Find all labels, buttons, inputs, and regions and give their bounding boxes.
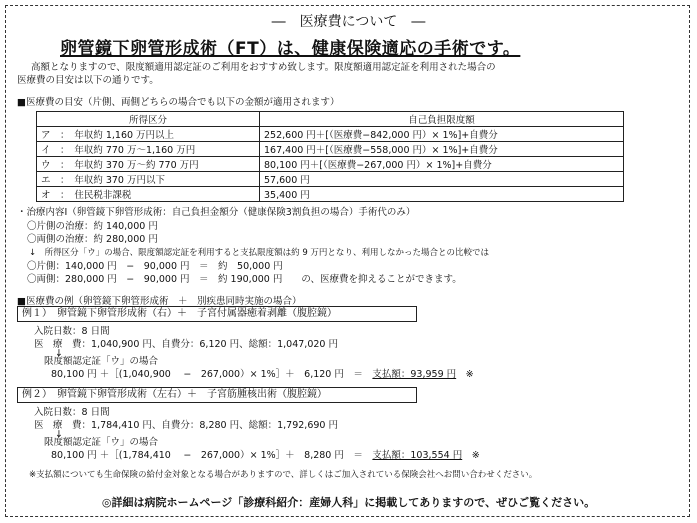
treatment-one-side: 〇片側の治療：約 140,000 円 bbox=[27, 221, 158, 232]
sep: ： bbox=[60, 160, 65, 171]
example1-days: 入院日数：8 日間 bbox=[34, 326, 110, 337]
income-cell bbox=[37, 172, 260, 187]
sep: ： bbox=[60, 175, 65, 186]
cost-value: 1,784,410 円、自費分：8,280 円、総額：1,792,690 円 bbox=[91, 420, 338, 431]
example2-cert: 限度額認定証「ウ」の場合 bbox=[44, 437, 159, 448]
income-cell bbox=[37, 157, 260, 172]
code: エ bbox=[41, 175, 51, 186]
cost-label: 医 療 費： bbox=[34, 339, 92, 350]
sep: ： bbox=[60, 145, 65, 156]
limit-cell: 167,400 円＋[（医療費−558,000 円）× 1%]+自費分 bbox=[260, 142, 624, 157]
page-title: ― 医療費について ― bbox=[271, 14, 426, 30]
example2-days: 入院日数：8 日間 bbox=[34, 407, 110, 418]
treatment-title: ・治療内容Ⅰ（卵管鏡下卵管形成術：自己負担金額分（健康保険3割負担の場合）手術代のみ） bbox=[17, 207, 416, 218]
limit-cell: 80,100 円＋[（医療費−267,000 円）× 1%]+自費分 bbox=[260, 157, 624, 172]
table-row bbox=[37, 127, 624, 142]
limit-cell: 35,400 円 bbox=[260, 187, 624, 202]
calc: 80,100 円 ＋［(1,040,900 − 267,000）× 1%］＋ 6,120 円 ＝ bbox=[51, 369, 363, 380]
example2-cost-line bbox=[34, 419, 338, 432]
footnote: ※支払額についても生命保険の給付金対象となる場合がありますので、詳しくはご加入されている保険会社へお問い合わせください。 bbox=[29, 470, 538, 480]
table-row bbox=[37, 172, 624, 187]
sep: ： bbox=[60, 130, 65, 141]
limit-table bbox=[36, 111, 624, 202]
treatment-calc-one: 〇片側：140,000 円 − 90,000 円 ＝ 約 50,000 円 bbox=[27, 261, 283, 272]
cost-value: 1,040,900 円、自費分：6,120 円、総額：1,047,020 円 bbox=[91, 339, 338, 350]
code: オ bbox=[41, 190, 51, 201]
down-arrow-icon: ↓ bbox=[55, 429, 63, 440]
income-cell bbox=[37, 142, 260, 157]
intro-line-1: 高額となりますので、限度額適用認定証のご利用をおすすめ致します。限度額適用認定証を利用された場合の bbox=[31, 62, 496, 73]
limit-table-header bbox=[37, 112, 624, 127]
pay-amount: 支払額：93,959 円 bbox=[372, 369, 457, 380]
intro-line-2: 医療費の目安は以下の通りです。 bbox=[17, 75, 159, 86]
limit-section-title: ■医療費の目安（片側、両側どちらの場合でも以下の金額が適用されます） bbox=[17, 97, 340, 108]
code: ア bbox=[41, 130, 51, 141]
sep: ： bbox=[60, 190, 65, 201]
note-mark: ※ bbox=[465, 369, 474, 380]
headline: 卵管鏡下卵管形成術（FT）は、健康保険適応の手術です。 bbox=[60, 39, 521, 59]
code: イ bbox=[41, 145, 51, 156]
treatment-both-sides: 〇両側の治療：約 280,000 円 bbox=[27, 234, 158, 245]
calc: 80,100 円 ＋［(1,784,410 − 267,000）× 1%］＋ 8,280 円 ＝ bbox=[51, 450, 363, 461]
table-row bbox=[37, 157, 624, 172]
header-income: 所得区分 bbox=[37, 112, 260, 127]
income: 年収約 770 万〜1,160 万円 bbox=[74, 145, 196, 156]
example2-calc-line bbox=[51, 449, 480, 462]
example2-label: 例２） 卵管鏡下卵管形成術（左右）＋ 子宮筋腫核出術（腹腔鏡） bbox=[17, 387, 417, 403]
example1-calc-line bbox=[51, 368, 474, 381]
header-limit: 自己負担限度額 bbox=[260, 112, 624, 127]
limit-cell: 252,600 円＋[（医療費−842,000 円）× 1%]+自費分 bbox=[260, 127, 624, 142]
treatment-calc-both: 〇両側：280,000 円 − 90,000 円 ＝ 約 190,000 円 の、医療費を抑えることができます。 bbox=[27, 274, 462, 285]
code: ウ bbox=[41, 160, 51, 171]
pay-amount: 支払額：103,554 円 bbox=[372, 450, 463, 461]
note-mark: ※ bbox=[471, 450, 480, 461]
income: 住民税非課税 bbox=[74, 190, 132, 201]
examples-title: ■医療費の例（卵管鏡下卵管形成術 ＋ 別疾患同時実施の場合） bbox=[17, 296, 302, 307]
limit-cell: 57,600 円 bbox=[260, 172, 624, 187]
example1-label: 例１） 卵管鏡下卵管形成術（右）＋ 子宮付属器癒着剥離（腹腔鏡） bbox=[17, 306, 417, 322]
income-cell bbox=[37, 127, 260, 142]
income-cell bbox=[37, 187, 260, 202]
example1-cert: 限度額認定証「ウ」の場合 bbox=[44, 356, 159, 367]
table-row bbox=[37, 142, 624, 157]
down-arrow-icon: ↓ bbox=[55, 348, 63, 359]
income: 年収約 370 万〜約 770 万円 bbox=[74, 160, 199, 171]
income: 年収約 370 万円以下 bbox=[74, 175, 165, 186]
income: 年収約 1,160 万円以上 bbox=[74, 130, 175, 141]
example1-cost-line bbox=[34, 338, 338, 351]
cost-label: 医 療 費： bbox=[34, 420, 92, 431]
table-row bbox=[37, 187, 624, 202]
footer-notice: ◎詳細は病院ホームページ「診療科紹介：産婦人科」に掲載してありますので、ぜひご覧ください。 bbox=[101, 496, 596, 509]
treatment-note: ↓ 所得区分「ウ」の場合、限度額認定証を利用すると支払限度額は約 9 万円となり、利用しなかった場合との比較では bbox=[29, 248, 489, 258]
